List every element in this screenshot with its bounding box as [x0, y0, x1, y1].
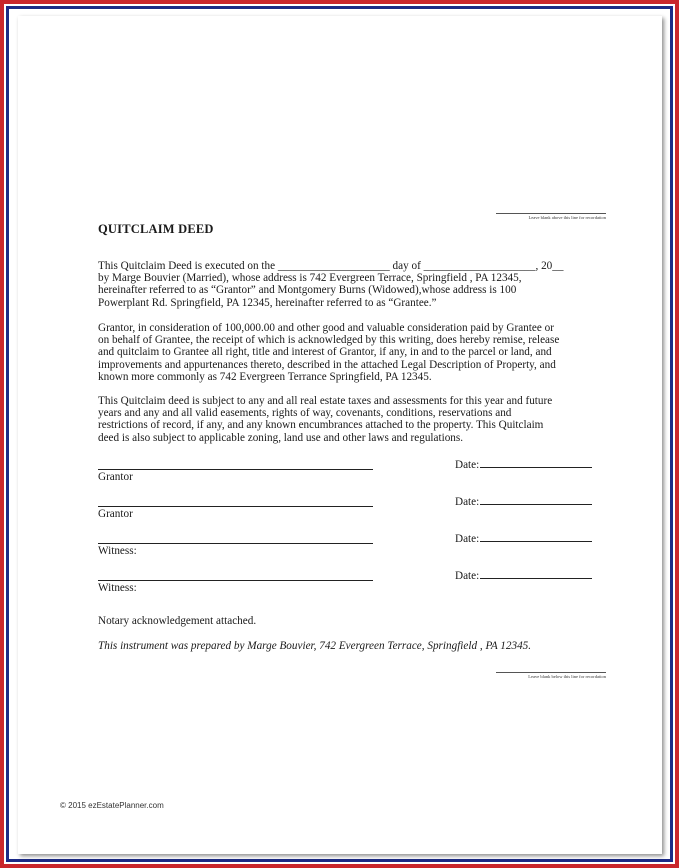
- paragraph-line: by Marge Bouvier (Married), whose address is 742 Evergreen Terrace, Springfield , PA 12345,: [98, 272, 522, 285]
- document-title: QUITCLAIM DEED: [98, 222, 214, 236]
- signature-row-witness-2: [98, 567, 618, 597]
- signature-label: Grantor: [98, 508, 133, 520]
- paragraph-line: deed is also subject to applicable zoning, land use and other laws and regulations.: [98, 431, 464, 444]
- date-label: Date:: [455, 570, 480, 582]
- paragraph-line: restrictions of record, if any, and any known encumbrances attached to the property. This Quitclaim: [98, 419, 544, 432]
- paragraph-subject-to: [98, 395, 610, 444]
- paragraph-line: and quitclaim to Grantee all right, title and interest of Grantor, if any, in and to the parcel or land, and: [98, 346, 552, 359]
- date-label: Date:: [455, 459, 480, 471]
- date-label: Date:: [455, 496, 480, 508]
- prepared-by: This instrument was prepared by Marge Bouvier, 742 Evergreen Terrace, Springfield , PA 12345.: [98, 640, 532, 652]
- paragraph-line: This Quitclaim Deed is executed on the ____________________ day of ____________________, 20__: [98, 260, 564, 272]
- date-blank[interactable]: [480, 493, 592, 505]
- signature-line[interactable]: [98, 506, 373, 507]
- paragraph-line: Powerplant Rd. Springfield, PA 12345, hereinafter referred to as “Grantee.”: [98, 296, 437, 309]
- copyright: © 2015 ezEstatePlanner.com: [60, 801, 164, 810]
- paragraph-consideration: [98, 322, 610, 383]
- signature-line[interactable]: [98, 469, 373, 470]
- date-blank[interactable]: [480, 567, 592, 579]
- date-label: Date:: [455, 533, 480, 545]
- paragraph-line: years and any and all valid easements, rights of way, covenants, conditions, reservations and: [98, 407, 512, 420]
- recordation-line-bottom: [496, 672, 606, 679]
- signature-label: Grantor: [98, 471, 133, 483]
- signature-row-grantor-2: [98, 493, 618, 523]
- recordation-line-top: [496, 213, 606, 220]
- signature-row-grantor-1: [98, 456, 618, 486]
- date-field: [455, 567, 592, 582]
- signature-line[interactable]: [98, 543, 373, 544]
- date-blank[interactable]: [480, 530, 592, 542]
- paragraph-line: improvements and appurtenances thereto, described in the attached Legal Description of Property, and: [98, 358, 556, 371]
- paragraph-execution: [98, 260, 610, 309]
- date-field: [455, 456, 592, 471]
- paragraph-line: hereinafter referred to as “Grantor” and Montgomery Burns (Widowed),whose address is 100: [98, 284, 517, 297]
- date-field: [455, 530, 592, 545]
- recordation-top-text: Leave blank above this line for recordation: [528, 215, 606, 220]
- date-blank[interactable]: [480, 456, 592, 468]
- paragraph-line: known more commonly as 742 Evergreen Terrance Springfield, PA 12345.: [98, 370, 432, 383]
- document-page: [18, 16, 662, 854]
- paragraph-line: This Quitclaim deed is subject to any and all real estate taxes and assessments for this year and future: [98, 395, 553, 407]
- paragraph-line: on behalf of Grantee, the receipt of which is acknowledged by this writing, does hereby remise, release: [98, 334, 560, 347]
- notary-note: Notary acknowledgement attached.: [98, 615, 257, 627]
- paragraph-line: Grantor, in consideration of 100,000.00 and other good and valuable consideration paid by Grantee or: [98, 322, 554, 334]
- signature-line[interactable]: [98, 580, 373, 581]
- recordation-bottom-text: Leave blank below this line for recordation: [528, 674, 606, 679]
- signature-row-witness-1: [98, 530, 618, 560]
- signature-label: Witness:: [98, 545, 137, 557]
- date-field: [455, 493, 592, 508]
- signature-label: Witness:: [98, 582, 137, 594]
